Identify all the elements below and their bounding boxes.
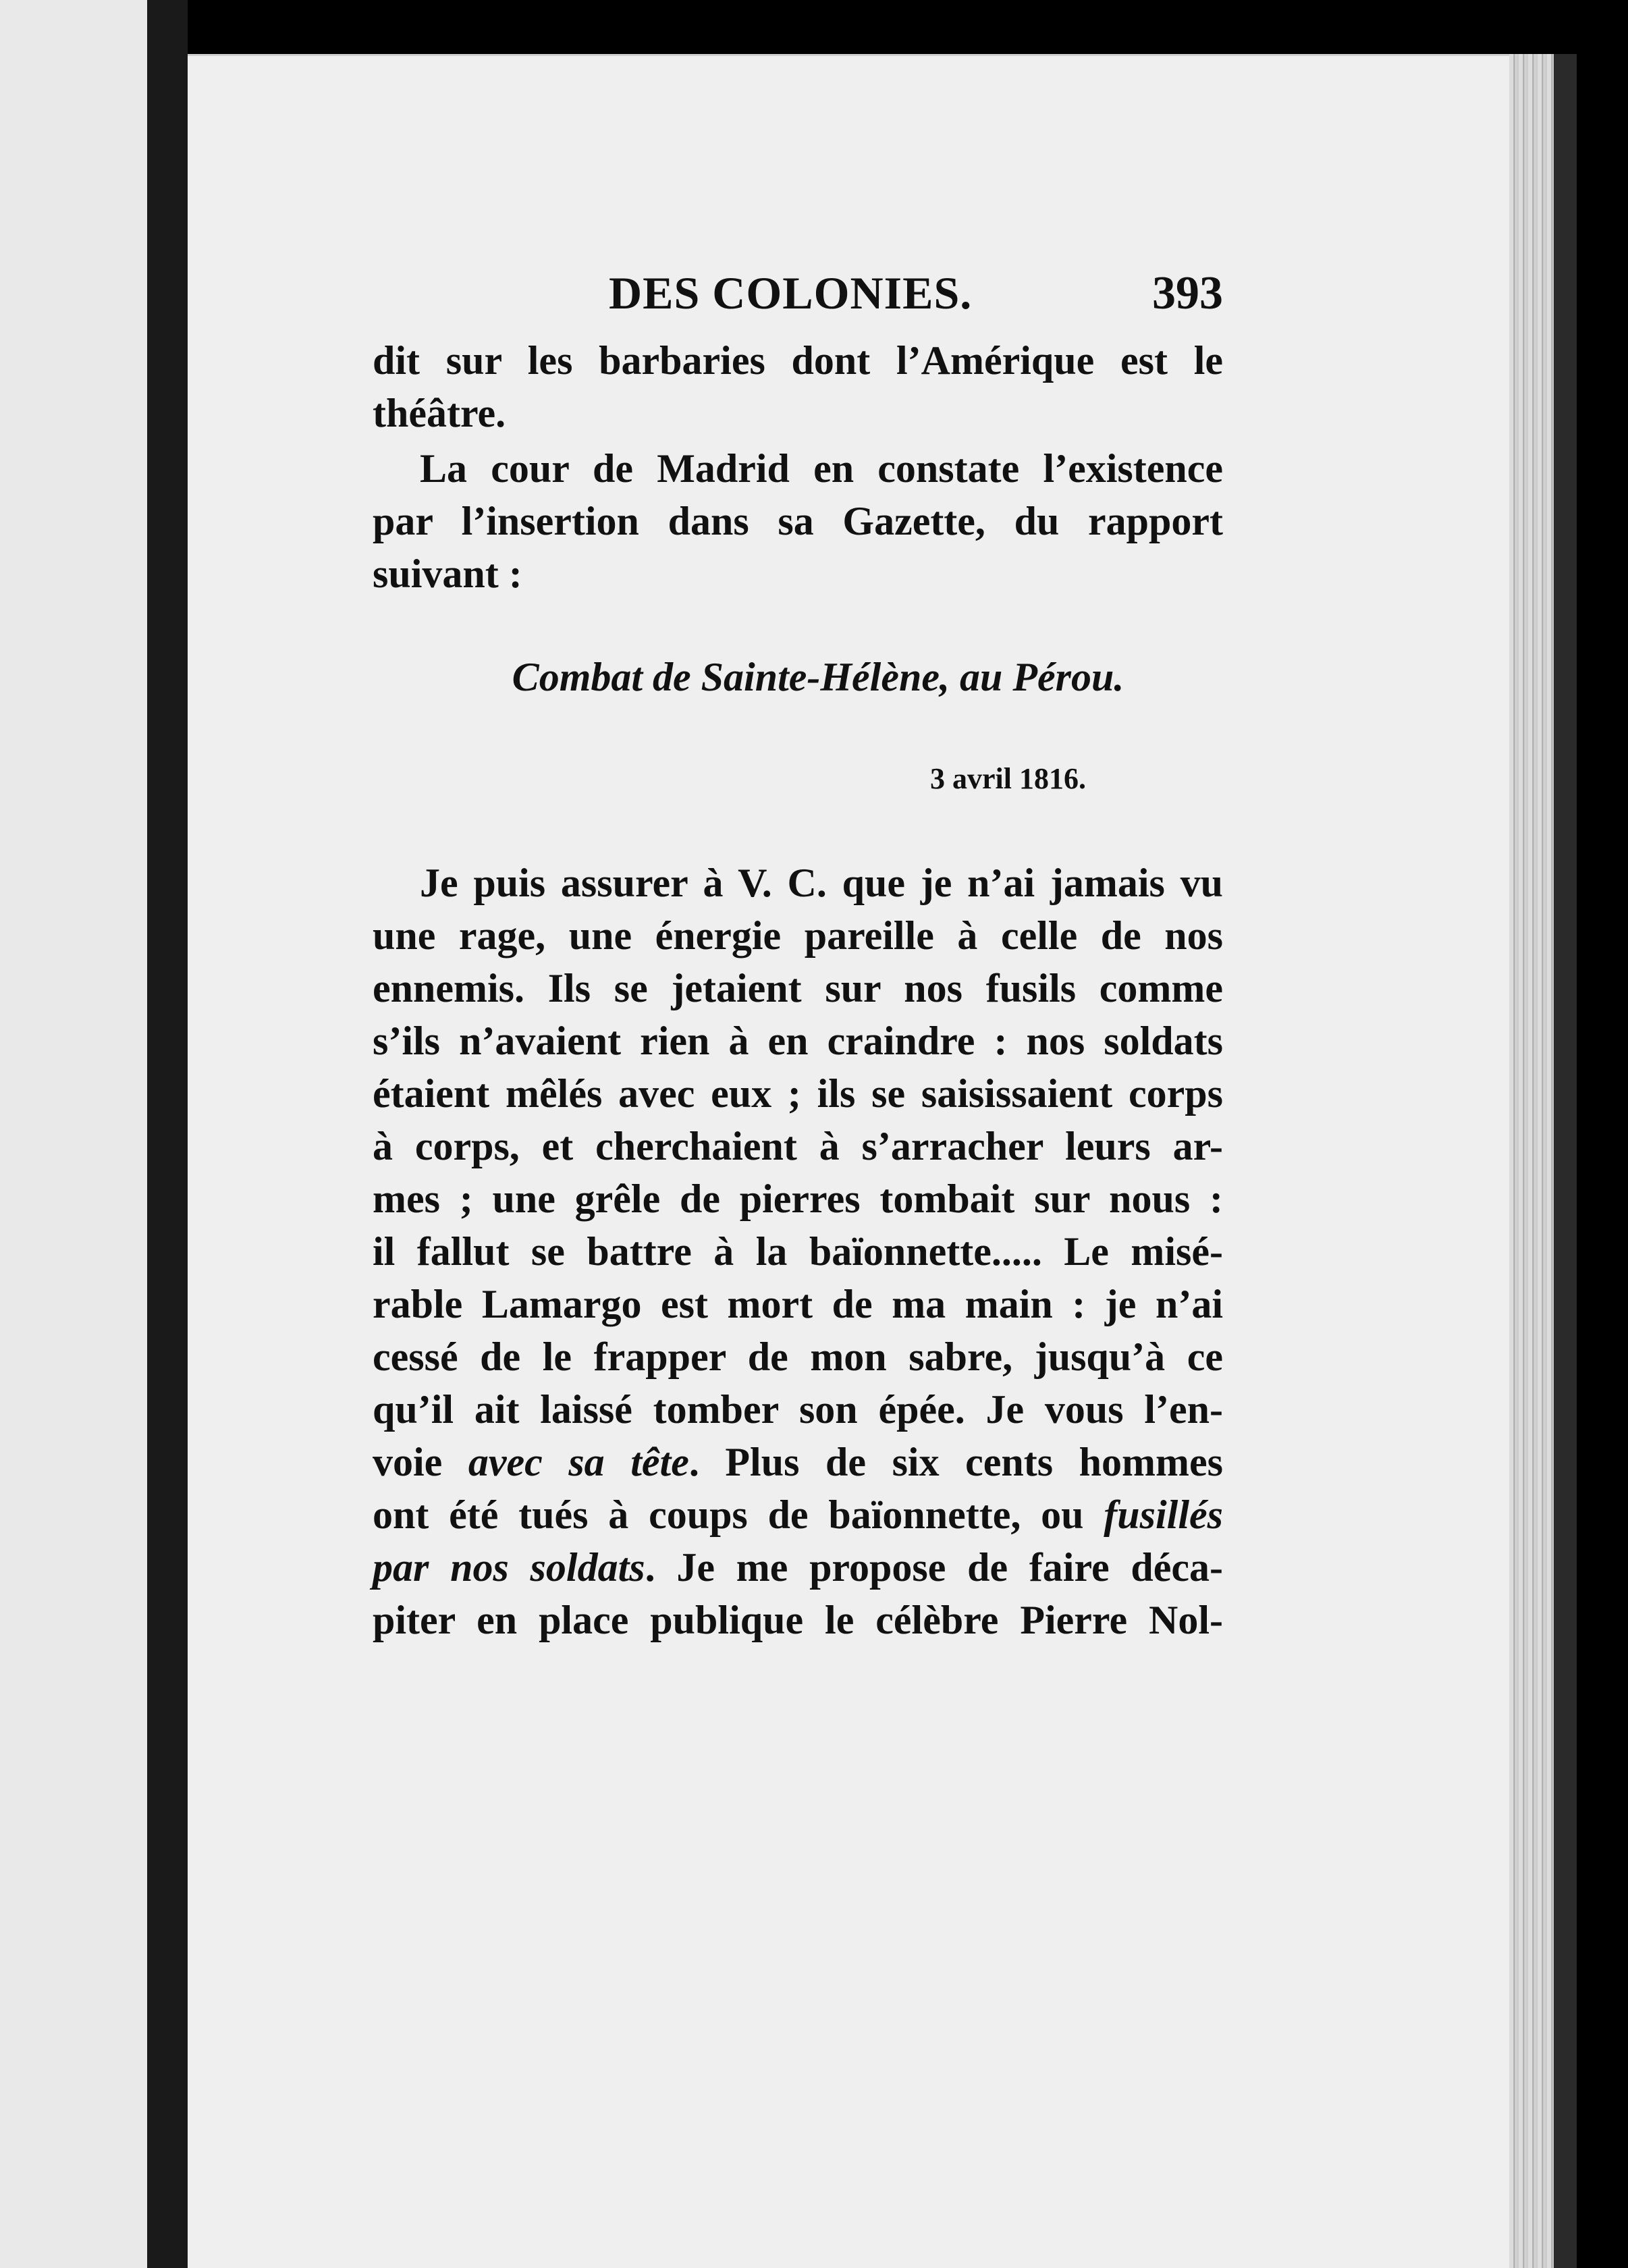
text-line: suivant : — [373, 551, 522, 596]
text-line: s’ils n’avaient rien à en craindre : nos soldats — [373, 1019, 1223, 1063]
text-line: piter en place publique le célèbre Pierre Nol- — [373, 1598, 1223, 1642]
text-line: La cour de Madrid en constate l’existence — [420, 446, 1223, 491]
text-line: rable Lamargo est mort de ma main : je n’ai — [373, 1282, 1223, 1326]
book-gutter — [147, 0, 188, 2268]
text-line: par l’insertion dans sa Gazette, du rapport — [373, 499, 1223, 543]
text-line: théâtre. — [373, 391, 506, 435]
facing-page-margin — [0, 0, 147, 2268]
section-subtitle: Combat de Sainte-Hélène, au Pérou. — [512, 655, 1124, 699]
page-number: 393 — [1152, 267, 1223, 319]
text-line: ennemis. Ils se jetaient sur nos fusils comme — [373, 966, 1223, 1010]
text-line — [373, 1541, 1223, 1594]
paragraph-3 — [373, 857, 1223, 1646]
text-run: voie — [373, 1440, 468, 1484]
italic-emphasis: avec sa tête — [468, 1440, 689, 1484]
paragraph-1 — [373, 334, 1223, 439]
text-block — [373, 267, 1223, 1646]
text-line: étaient mêlés avec eux ; ils se saisissaient corps — [373, 1071, 1223, 1116]
text-line: dit sur les barbaries dont l’Amérique est le — [373, 338, 1223, 383]
text-run: . Plus de six cents hommes — [688, 1440, 1223, 1484]
text-line — [373, 1488, 1223, 1541]
text-line: une rage, une énergie pareille à celle de nos — [373, 913, 1223, 958]
text-line — [373, 1436, 1223, 1488]
text-run: ont été tués à coups de baïonnette, ou — [373, 1492, 1104, 1537]
text-line: à corps, et cherchaient à s’arracher leurs ar- — [373, 1124, 1223, 1168]
text-line: il fallut se battre à la baïonnette..... Le misé- — [373, 1229, 1223, 1274]
text-line: cessé de le frapper de mon sabre, jusqu’à ce — [373, 1334, 1223, 1379]
running-title: DES COLONIES. — [609, 267, 973, 319]
paragraph-2 — [373, 442, 1223, 600]
text-line: qu’il ait laissé tomber son épée. Je vous l’en- — [373, 1387, 1223, 1432]
italic-emphasis: par nos soldats — [373, 1545, 645, 1590]
text-run: . Je me propose de faire déca- — [645, 1545, 1223, 1590]
italic-emphasis: fusillés — [1104, 1492, 1223, 1537]
text-line: mes ; une grêle de pierres tombait sur nous : — [373, 1177, 1223, 1221]
report-date: 3 avril 1816. — [930, 762, 1086, 795]
scan-right-border — [1577, 0, 1628, 2268]
scan-top-border — [188, 0, 1577, 54]
running-head — [373, 267, 1223, 334]
page-edge-shadow — [1554, 54, 1577, 2268]
text-line: Je puis assurer à V. C. que je n’ai jamais vu — [420, 861, 1223, 905]
